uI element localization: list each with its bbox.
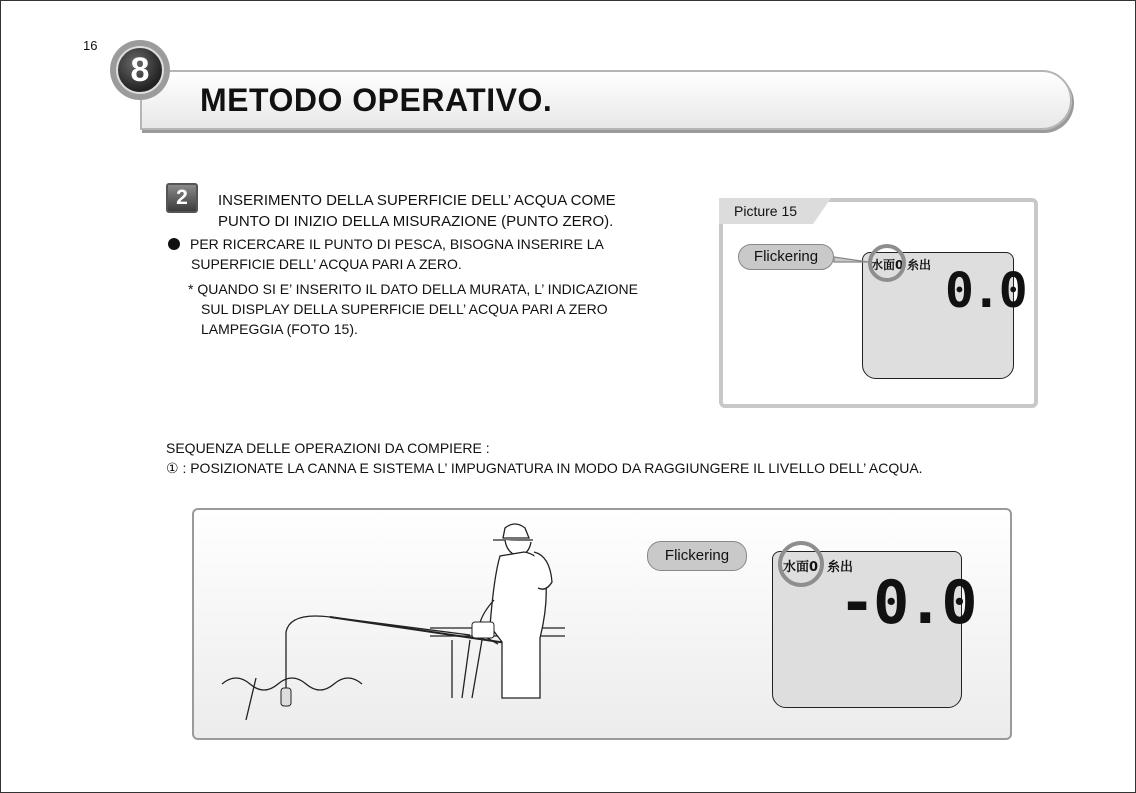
lcd-water-label: 水面0: [783, 560, 819, 575]
sequence-step-1: ① : POSIZIONATE LA CANNA E SISTEMA L’ IMPUGNATURA IN MODO DA RAGGIUNGERE IL LIVELLO DELL’ ACQUA.: [166, 460, 923, 476]
note-marker: *: [188, 281, 194, 297]
page-title: METODO OPERATIVO.: [200, 82, 553, 118]
lcd-line-label: 糸出: [907, 258, 932, 272]
sinker-icon: [281, 688, 291, 706]
bullet-line: PER RICERCARE IL PUNTO DI PESCA, BISOGNA INSERIRE LA: [190, 236, 604, 252]
boat-rail: [430, 628, 565, 698]
lcd-water-label: 水面0: [871, 258, 904, 272]
highlight-circle: [778, 541, 824, 587]
section-number-badge: 8: [116, 46, 164, 94]
note-line: LAMPEGGIA (FOTO 15).: [201, 321, 358, 337]
sequence-title: SEQUENZA DELLE OPERAZIONI DA COMPIERE :: [166, 440, 490, 456]
water-surface: [222, 678, 362, 690]
step-title-line: INSERIMENTO DELLA SUPERFICIE DELL’ ACQUA COME: [218, 192, 616, 209]
picture-15-caption: Picture 15: [734, 203, 798, 219]
reel-icon: [472, 622, 494, 638]
lcd-value: 0.0: [945, 263, 1026, 319]
step-number-badge: 2: [166, 183, 198, 213]
page-number: 16: [83, 38, 98, 53]
step-title-line: PUNTO DI INIZIO DELLA MISURAZIONE (PUNTO ZERO).: [218, 213, 614, 230]
note-line: QUANDO SI E’ INSERITO IL DATO DELLA MURATA, L’ INDICAZIONE: [197, 281, 638, 297]
fishing-line: [286, 616, 470, 688]
lcd-value: -0.0: [839, 568, 976, 638]
lcd-line-label: 糸出: [827, 560, 854, 575]
cap-icon: [503, 524, 529, 538]
note-line: SUL DISPLAY DELLA SUPERFICIE DELL’ ACQUA PARI A ZERO: [201, 301, 608, 317]
flickering-callout: Flickering: [647, 541, 747, 571]
bullet-line: SUPERFICIE DELL’ ACQUA PARI A ZERO.: [191, 256, 462, 272]
flickering-callout: Flickering: [738, 244, 834, 270]
